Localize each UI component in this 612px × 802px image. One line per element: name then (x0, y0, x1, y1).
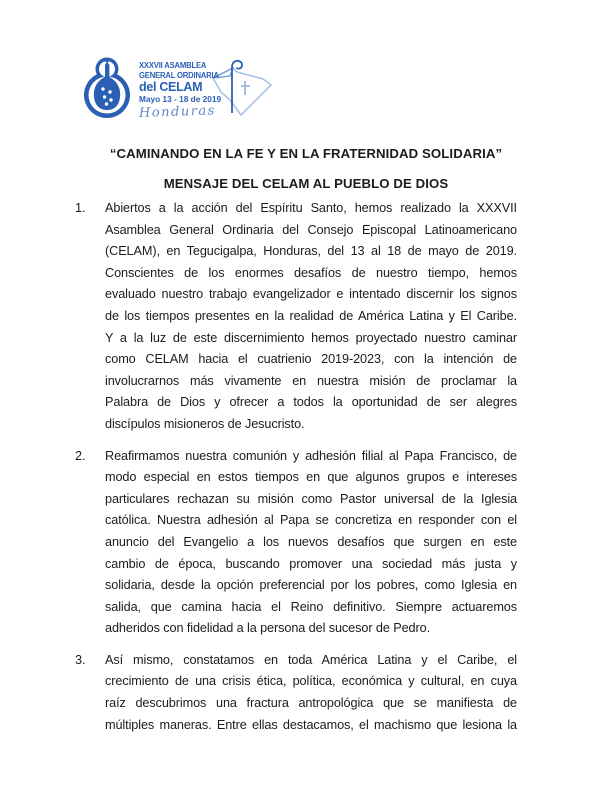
paragraph-line: católica. Nuestra adhesión al Papa se concretiza en responder con el (105, 513, 517, 528)
paragraph-line: anuncio del Evangelio a los nuevos desafíos que surgen en este (105, 534, 517, 549)
paragraph-line: (CELAM), en Tegucigalpa, Honduras, del 13 al 18 de mayo de 2019. (105, 244, 517, 259)
paragraph-line: como CELAM hacia el cuatrienio 2019-2023, con la intención de (105, 352, 517, 367)
paragraph-line: adheridos con fidelidad a la persona del sucesor de Pedro. (105, 621, 430, 636)
logo-celam-line: del CELAM (139, 80, 203, 94)
paragraph-line: Palabra de Dios y ofrecer a todos la oportunidad de ser alegres (105, 395, 517, 410)
paragraph-line: Y a la luz de este discernimiento hemos proyectado nuestro caminar (105, 330, 517, 345)
paragraph-number: 2. (75, 448, 86, 463)
paragraph-line: solidaria, desde la opción preferencial por los pobres, como Iglesia en (105, 578, 517, 593)
paragraph-line: múltiples maneras. Entre ellas destacamos, el machismo que lesiona la (105, 717, 517, 732)
paragraph-line: Asamblea General Ordinaria del Consejo Episcopal Latinoamericano (105, 222, 517, 237)
numbered-paragraph (75, 650, 612, 736)
paragraph-line: evaluado nuestro trabajo evangelizador e intentado discernir los signos (105, 287, 517, 302)
numbered-paragraph (75, 446, 612, 640)
paragraph-line: particulares rechazan su misión como Pastor universal de la Iglesia (105, 491, 517, 506)
paragraph-line: involucrarnos más vivamente en nuestra misión de proclamar la (105, 373, 517, 388)
paragraph-line: modo especial en estos tiempos en que algunos grupos e intereses (105, 470, 517, 485)
paragraph-text (105, 650, 517, 736)
paragraph-text (105, 198, 517, 436)
paragraph-number: 3. (75, 652, 86, 667)
celam-logo (80, 56, 279, 124)
paragraph-line: Reafirmamos nuestra comunión y adhesión filial al Papa Francisco, de (105, 448, 517, 463)
document-body (75, 198, 612, 736)
paragraph-text (105, 446, 517, 640)
logo-assembly-line: XXXVII ASAMBLEA (139, 61, 207, 70)
logo-ordinaria-line: GENERAL ORDINARIA (139, 71, 219, 80)
paragraph-line: Conscientes de los enormes desafíos de nuestro tiempo, hemos (105, 265, 517, 280)
logo-text-block (138, 61, 222, 121)
paragraph-line: Así mismo, constatamos en toda América Latina y el Caribe, el (105, 652, 517, 667)
paragraph-line: Abiertos a la acción del Espíritu Santo, hemos realizado la XXXVII (105, 201, 517, 215)
document-subtitle: MENSAJE DEL CELAM AL PUEBLO DE DIOS (163, 176, 449, 191)
paragraph-number: 1. (75, 201, 86, 215)
document-title: “CAMINANDO EN LA FE Y EN LA FRATERNIDAD SOLIDARIA” (109, 146, 503, 161)
paragraph-line: crecimiento de una crisis ética, política, económica y cultural, en cuya (105, 674, 517, 689)
logo-honduras-script: Honduras (138, 103, 217, 121)
paragraph-line: de los tiempos presentes en la realidad de América Latina y El Caribe. (105, 308, 517, 323)
honduras-map-icon (207, 54, 279, 124)
paragraph-line: salida, que camina hacia el Reino definitivo. Siempre actuaremos (105, 599, 517, 614)
paragraph-line: cambio de época, buscando promover una sociedad más justa y (105, 556, 517, 571)
paragraph-line: raíz descubrimos una fractura antropológica que se manifiesta de (105, 696, 517, 711)
celam-emblem-icon (80, 56, 136, 120)
paragraph-line: discípulos misioneros de Jesucristo. (105, 416, 305, 431)
numbered-paragraph (75, 198, 612, 436)
logo-date-line: Mayo 13 - 18 de 2019 (139, 94, 222, 104)
